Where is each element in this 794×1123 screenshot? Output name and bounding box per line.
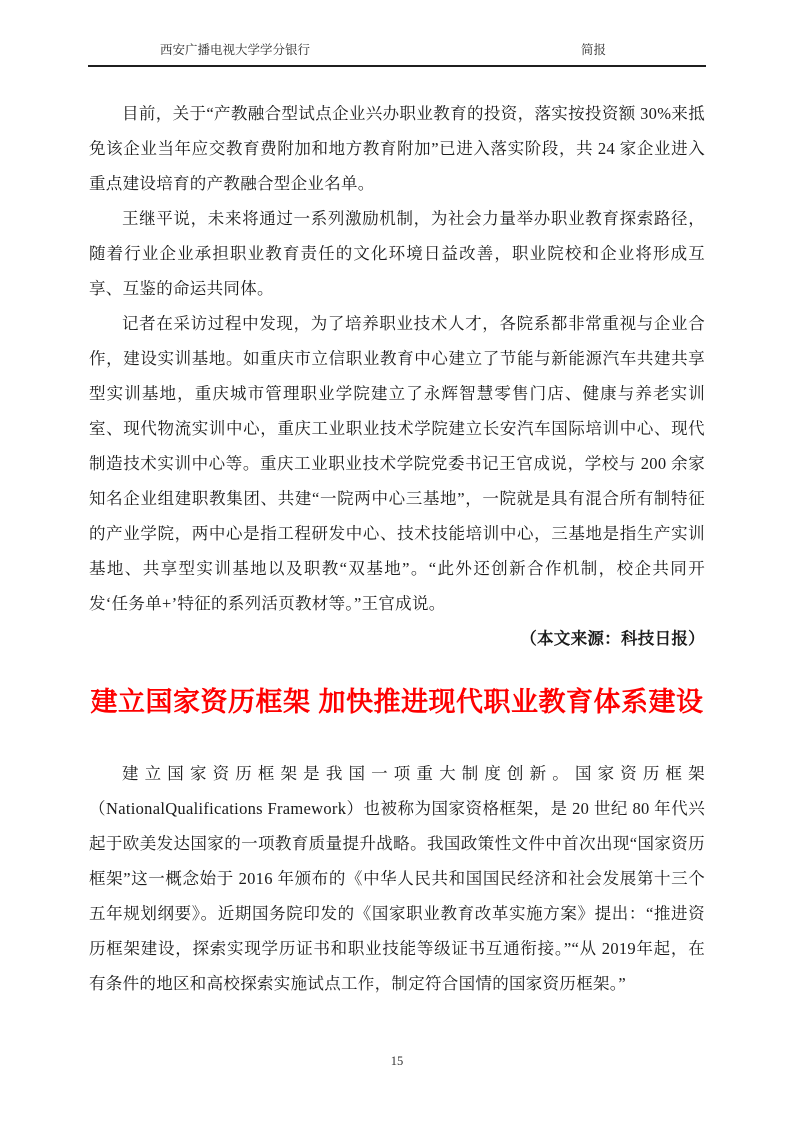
paragraph-2: 王继平说，未来将通过一系列激励机制，为社会力量举办职业教育探索路径，随着行业企业承担职业教育责任的文化环境日益改善，职业院校和企业将形成互享、互鉴的命运共同体。 [89,209,705,298]
paragraph-3: 记者在采访过程中发现，为了培养职业技术人才，各院系都非常重视与企业合作，建设实训基地。如重庆市立信职业教育中心建立了节能与新能源汽车共建共享型实训基地，重庆城市管理职业学院建立了永辉智慧零售门店、健康与养老实训室、现代物流实训中心，重庆工业职业技术学院建立长安汽车国际培训中心、现代制造技术实训中心等。重庆工业职业技术学院党委书记王官成说，学校与 200 余家知名企业组建职教集团、共建“一院两中心三基地”，一院就是具有混合所有制特征的产业学院，两中心是指工程研发中心、技术技能培训中心，三基地是指生产实训基地、共享型实训基地以及职教“双基地”。“此外还创新合作机制，校企共同开发‘任务单+’特征的系列活页教材等。”王官成说。 [89,314,705,613]
paragraph-1: 目前，关于“产教融合型试点企业兴办职业教育的投资，落实按投资额 30%来抵免该企业当年应交教育费附加和地方教育附加”已进入落实阶段，共 24 家企业进入重点建设培育的产教融合型企业名单。 [89,104,705,193]
page-header [88,42,706,67]
article-title: 建立国家资历框架 加快推进现代职业教育体系建设 [90,687,704,717]
page-footer [0,1054,794,1069]
document-body [89,96,705,1001]
paragraph-4: 建立国家资历框架是我国一项重大制度创新。国家资历框架（NationalQualifications Framework）也被称为国家资格框架，是 20 世纪 80 年代兴起于欧美发达国家的一项教育质量提升战略。我国政策性文件中首次出现“国家资历框架”这一概念始于 2016 年颁布的《中华人民共和国国民经济和社会发展第十三个五年规划纲要》。近期国务院印发的《国家职业教育改革实施方案》提出：“推进资历框架建设，探索实现学历证书和职业技能等级证书互通衔接。”“从 2019年起，在有条件的地区和高校探索实施试点工作，制定符合国情的国家资历框架。” [89,764,705,993]
source-credit: （本文来源：科技日报） [520,629,705,648]
page-number: 15 [390,1054,404,1068]
header-right-label: 简报 [580,43,606,57]
header-left-title: 西安广播电视大学学分银行 [160,43,311,57]
